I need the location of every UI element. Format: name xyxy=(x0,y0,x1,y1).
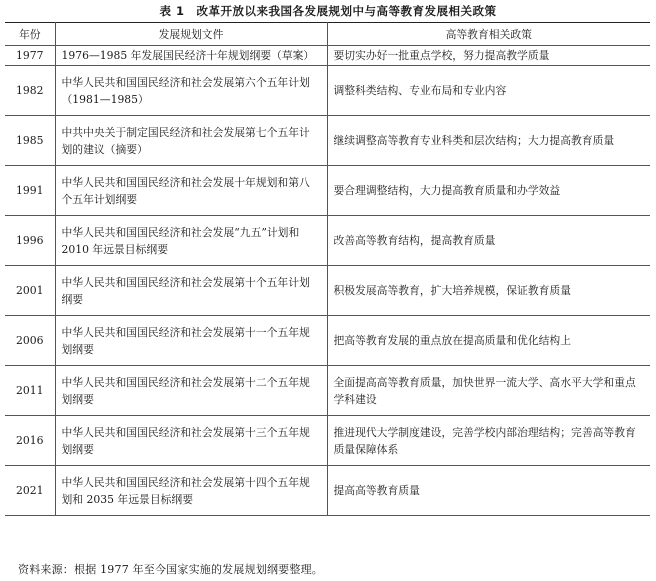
cell-year: 1982 xyxy=(5,66,55,116)
cell-policy: 要合理调整结构，大力提高教育质量和办学效益 xyxy=(327,166,650,216)
table-number: 表 1 xyxy=(159,4,185,18)
cell-year: 2006 xyxy=(5,316,55,366)
cell-document: 中华人民共和国国民经济和社会发展第十一个五年规划纲要 xyxy=(55,316,327,366)
table-row xyxy=(5,66,650,116)
cell-document: 中华人民共和国国民经济和社会发展十年规划和第八个五年计划纲要 xyxy=(55,166,327,216)
table-row xyxy=(5,216,650,266)
cell-year: 1985 xyxy=(5,116,55,166)
table-row xyxy=(5,316,650,366)
header-policy: 高等教育相关政策 xyxy=(327,23,650,46)
cell-document: 中华人民共和国国民经济和社会发展第六个五年计划（1981—1985） xyxy=(55,66,327,116)
table-row xyxy=(5,416,650,466)
cell-policy: 把高等教育发展的重点放在提高质量和优化结构上 xyxy=(327,316,650,366)
table-caption xyxy=(0,3,656,19)
cell-policy: 继续调整高等教育专业科类和层次结构；大力提高教育质量 xyxy=(327,116,650,166)
table-header-row xyxy=(5,23,650,46)
cell-policy: 改善高等教育结构，提高教育质量 xyxy=(327,216,650,266)
cell-document: 中华人民共和国国民经济和社会发展第十二个五年规划纲要 xyxy=(55,366,327,416)
policy-table xyxy=(5,22,650,516)
cell-year: 2021 xyxy=(5,466,55,516)
cell-document: 中华人民共和国国民经济和社会发展第十三个五年规划纲要 xyxy=(55,416,327,466)
cell-year: 2016 xyxy=(5,416,55,466)
table-row xyxy=(5,266,650,316)
cell-year: 1996 xyxy=(5,216,55,266)
source-note: 资料来源：根据 1977 年至今国家实施的发展规划纲要整理。 xyxy=(18,563,323,576)
table-row xyxy=(5,166,650,216)
cell-year: 2011 xyxy=(5,366,55,416)
table-row xyxy=(5,46,650,66)
cell-policy: 推进现代大学制度建设，完善学校内部治理结构；完善高等教育质量保障体系 xyxy=(327,416,650,466)
cell-year: 1991 xyxy=(5,166,55,216)
cell-policy: 积极发展高等教育，扩大培养规模，保证教育质量 xyxy=(327,266,650,316)
cell-policy: 提高高等教育质量 xyxy=(327,466,650,516)
table-row xyxy=(5,116,650,166)
cell-year: 1977 xyxy=(5,46,55,66)
header-document: 发展规划文件 xyxy=(55,23,327,46)
table-row xyxy=(5,466,650,516)
cell-document: 1976—1985 年发展国民经济十年规划纲要（草案） xyxy=(55,46,327,66)
cell-policy: 全面提高高等教育质量，加快世界一流大学、高水平大学和重点学科建设 xyxy=(327,366,650,416)
cell-policy: 调整科类结构、专业布局和专业内容 xyxy=(327,66,650,116)
cell-document: 中华人民共和国国民经济和社会发展第十四个五年规划和 2035 年远景目标纲要 xyxy=(55,466,327,516)
header-year: 年份 xyxy=(5,23,55,46)
cell-document: 中共中央关于制定国民经济和社会发展第七个五年计划的建议（摘要） xyxy=(55,116,327,166)
cell-document: 中华人民共和国国民经济和社会发展第十个五年计划纲要 xyxy=(55,266,327,316)
cell-year: 2001 xyxy=(5,266,55,316)
cell-document: 中华人民共和国国民经济和社会发展“九五”计划和 2010 年远景目标纲要 xyxy=(55,216,327,266)
cell-policy: 要切实办好一批重点学校，努力提高教学质量 xyxy=(327,46,650,66)
table-row xyxy=(5,366,650,416)
table-title: 改革开放以来我国各发展规划中与高等教育发展相关政策 xyxy=(196,4,497,18)
